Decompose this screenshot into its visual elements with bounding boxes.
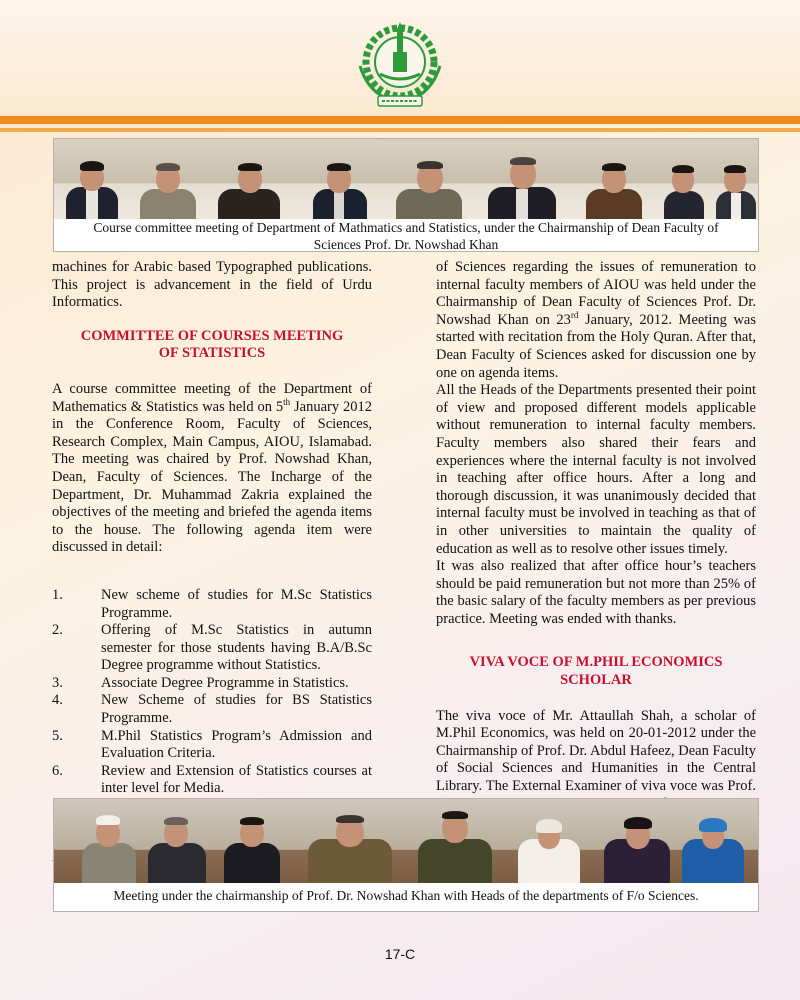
intro-paragraph: machines for Arabic based Typographed publications. This project is advancement in the field of Urdu Informatics. xyxy=(52,259,372,311)
bottom-photo xyxy=(54,799,758,883)
top-photo-frame xyxy=(53,138,759,252)
right-column xyxy=(436,259,756,848)
list-item: 1. New scheme of studies for M.Sc Statistics Programme. xyxy=(52,586,372,621)
page-number: 17-C xyxy=(384,946,416,962)
list-item: 2. Offering of M.Sc Statistics in autumn semester for those students having B.A/B.Sc Degree programme without Statistics. xyxy=(52,622,372,674)
remuneration-paragraph: of Sciences regarding the issues of remuneration to internal faculty members of AIOU was held under the Chairmanship of Dean Faculty of Sciences Prof. Dr. Nowshad Khan on 23rd January, 2012. Meeting was started with recitation from the Holy Quran. After that, Dean Faculty of Sciences asked for discussion one by one on agenda items. xyxy=(436,259,756,381)
heads-discussion-paragraph: All the Heads of the Departments presented their point of view and proposed different models applicable without remuneration to internal faculty members. Faculty members also shared their fears and experiences where the internal faculty is not involved in teaching after office hours. After a long and thorough discussion, it was unanimously decided that internal faculty must be involved in teaching as that of in other universities to maintain the quality of education as well as to resolve other issues timely. xyxy=(436,382,756,557)
bottom-photo-frame xyxy=(53,798,759,912)
list-item: 4. New Scheme of studies for BS Statistics Programme. xyxy=(52,692,372,727)
list-item: 5. M.Phil Statistics Program’s Admission and Evaluation Criteria. xyxy=(52,727,372,762)
header-rule-thin xyxy=(0,128,800,132)
bottom-photo-caption: Meeting under the chairmanship of Prof. Dr. Nowshad Khan with Heads of the departments of F/o Sciences. xyxy=(113,888,699,903)
aiou-logo-icon xyxy=(350,18,450,114)
remuneration-decision-paragraph: It was also realized that after office hour’s teachers should be paid remuneration but not more than 25% of the basic salary of the faculty members as per previous practice. Meeting was ended with thanks. xyxy=(436,558,756,627)
list-item: 3. Associate Degree Programme in Statistics. xyxy=(52,674,349,691)
statistics-meeting-paragraph: A course committee meeting of the Department of Mathematics & Statistics was held on 5th January 2012 in the Conference Room, Faculty of Sciences, Research Complex, Main Campus, AIOU, Islamabad. The meeting was chaired by Prof. Nowshad Khan, Dean, Faculty of Sciences. The Incharge of the Department, Dr. Muhammad Zakria explained the objectives of the meeting and briefed the agenda items to the house. The following agenda item were discussed in detail: xyxy=(52,380,372,556)
viva-voce-paragraph: The viva voce of Mr. Attaullah Shah, a scholar of M.Phil Economics, was held on 20-01-2012 under the Chairmanship of Prof. Dr. Abdul Hafeez, Dean Faculty of Social Sciences and Humanities in the Central Library. The External Examiner of viva voce was Prof. xyxy=(436,707,756,795)
agenda-list xyxy=(52,587,372,798)
section-heading-statistics: COMMITTEE OF COURSES MEETING OF STATISTICS xyxy=(80,327,344,362)
section-heading-viva-voce: VIVA VOCE OF M.PHIL ECONOMICS SCHOLAR xyxy=(469,654,723,689)
top-photo-caption: Course committee meeting of Department of Mathmatics and Statistics, under the Chairmanship of Dean Faculty of Sciences Prof. Dr. Nowshad Khan xyxy=(93,220,719,252)
top-photo xyxy=(54,139,758,219)
left-column xyxy=(52,259,372,867)
header-rule xyxy=(0,116,800,124)
list-item: 6. Review and Extension of Statistics courses at inter level for Media. xyxy=(52,762,372,797)
